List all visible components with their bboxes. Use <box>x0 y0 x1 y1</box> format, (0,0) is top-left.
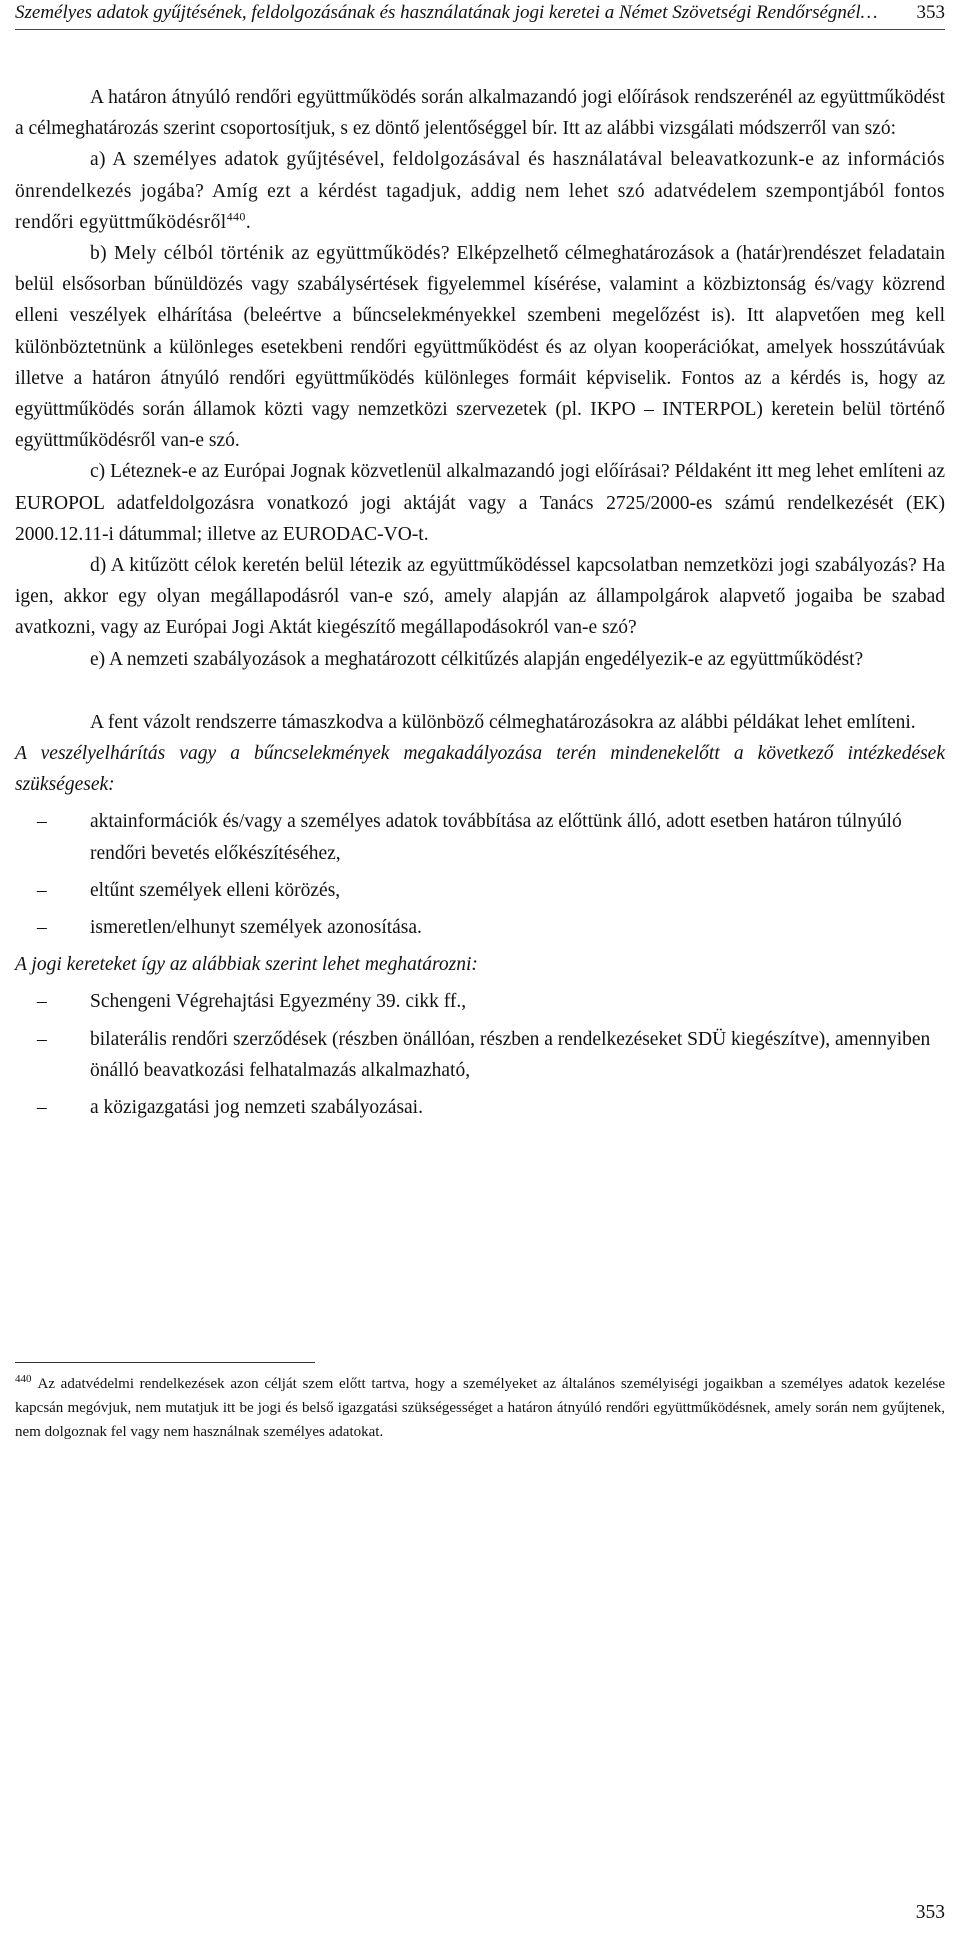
paragraph-b-rest: Elképzelhető célmeghatározások a (határ)rendészet feladatain belül elsősorban bűnüldözés vagy szabálysértések figyelemmel kísérése, valamint a közbiztonság és/vagy közrend elleni veszélyek elhárítása (beleértve a bűncselekményekkel szembeni megelőzést is). Itt alapvetően meg kell különböztetnünk a különleges esetekbeni rendőri együttműködést és az olyan kooperációkat, amelyek hosszútávúak illetve a határon átnyúló rendőri együttműködés különleges formáit képviselik. Fontos az a kérdés is, hogy az együttműködés során államok közti vagy nemzetközi szervezetek (pl. IKPO – INTERPOL) keretein belül történő együttműködésről van-e szó. <box>15 243 945 452</box>
list-item <box>15 875 945 906</box>
footnote-separator <box>15 1362 315 1363</box>
footnote-number: 440 <box>15 1373 32 1385</box>
dash-bullet: – <box>37 1097 47 1119</box>
spacer <box>15 675 945 707</box>
header-title: Személyes adatok gyűjtésének, feldolgozásának és használatának jogi keretei a Német Szövetségi Rendőrségnél… <box>15 2 878 23</box>
paragraph-a-end: . <box>245 211 252 233</box>
running-header <box>15 0 945 30</box>
paragraph-b-lead: b) Mely célból történik az együttműködés? <box>90 243 450 265</box>
footnote-text: Az adatvédelmi rendelkezések azon célját szem előtt tartva, hogy a személyeket az általános személyiségi jogaikban a személyes adatok kezelése kapcsán megóvjuk, nem mutatjuk itt be jogi és belső igazgatási szükségességet a határon átnyúló rendőri együttműködésnek, amely során nem gyűjtenek, nem dolgoznak fel vagy nem használnak személyes adatokat. <box>15 1376 945 1440</box>
list-item <box>15 986 945 1017</box>
paragraph-b <box>15 238 945 456</box>
header-page-number: 353 <box>916 2 945 23</box>
list-item-text: Schengeni Végrehajtási Egyezmény 39. cikk ff., <box>90 991 467 1013</box>
list-measures <box>15 806 945 943</box>
list-item-text: a közigazgatási jog nemzeti szabályozásai. <box>90 1097 423 1119</box>
dash-bullet: – <box>37 1028 47 1050</box>
section-heading-1: A veszélyelhárítás vagy a bűncselekmények megakadályozása terén mindenekelőtt a következő intézkedések szükségesek: <box>15 743 945 796</box>
list-item <box>15 1092 945 1123</box>
paragraph-intro: A határon átnyúló rendőri együttműködés során alkalmazandó jogi előírások rendszerénél az együttműködést a célmeghatározás szerint csoportosítjuk, s ez döntő jelentőséggel bír. Itt az alábbi vizsgálati módszerről van szó: <box>15 87 945 140</box>
paragraph-e: e) A nemzeti szabályozások a meghatározott célkitűzés alapján engedélyezik-e az együttműködést? <box>90 648 864 670</box>
list-legal-frameworks <box>15 986 945 1123</box>
list-item-text: bilaterális rendőri szerződések (részben önállóan, részben a rendelkezéseket SDÜ kiegészítve), amennyiben önálló beavatkozási felhatalmazás alkalmazható, <box>90 1028 931 1081</box>
footnote-440 <box>15 1372 945 1444</box>
paragraph-examples: A fent vázolt rendszerre támaszkodva a különböző célmeghatározásokra az alábbi példákat lehet említeni. <box>90 711 916 733</box>
dash-bullet: – <box>37 991 47 1013</box>
dash-bullet: – <box>37 917 47 939</box>
list-item <box>15 1024 945 1086</box>
footnote-ref-440[interactable]: 440 <box>226 209 246 224</box>
paragraph-d: d) A kitűzött célok keretén belül létezik az együttműködéssel kapcsolatban nemzetközi jogi szabályozás? Ha igen, akkor egy olyan megállapodásról van-e szó, amely alapján az állampolgárok alapvető jogaiba be szabad avatkozni, vagy az Európai Jogi Aktát kiegészítő megállapodásokról van-e szó? <box>15 555 945 639</box>
paragraph-c: c) Léteznek-e az Európai Jognak közvetlenül alkalmazandó jogi előírásai? Példaként itt meg lehet említeni az EUROPOL adatfeldolgozásra vonatkozó jogi aktáját vagy a Tanács 2725/2000-es számú rendelkezését (EK) 2000.12.11-i dátummal; illetve az EURODAC-VO-t. <box>15 461 945 545</box>
dash-bullet: – <box>37 879 47 901</box>
list-item <box>15 912 945 943</box>
paragraph-a-text: a) A személyes adatok gyűjtésével, feldolgozásával és használatával beleavatkozunk-e az információs önrendelkezés jogába? Amíg ezt a kérdést tagadjuk, addig nem lehet szó adatvédelem szempontjából fontos rendőri együttműködésről <box>15 149 945 233</box>
list-item-text: eltűnt személyek elleni körözés, <box>90 879 341 901</box>
paragraph-a <box>15 144 945 238</box>
list-item <box>15 806 945 868</box>
footer-page-number: 353 <box>915 1902 945 1923</box>
main-text <box>15 82 945 1129</box>
list-item-text: ismeretlen/elhunyt személyek azonosítása. <box>90 917 422 939</box>
dash-bullet: – <box>37 811 47 833</box>
section-heading-2: A jogi kereteket így az alábbiak szerint lehet meghatározni: <box>15 954 478 976</box>
list-item-text: aktainformációk és/vagy a személyes adatok továbbítása az előttünk álló, adott esetben határon túlnyúló rendőri bevetés előkészítéséhez, <box>90 811 902 864</box>
